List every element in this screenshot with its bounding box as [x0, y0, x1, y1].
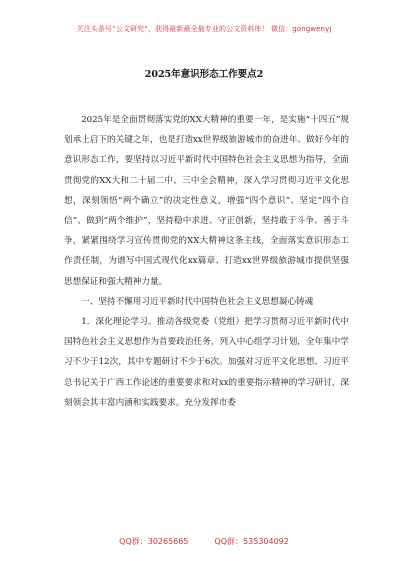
document-title: 2025年意识形态工作要点2 — [144, 69, 264, 80]
section-heading-1: 一、坚持不懈用习近平新时代中国特色社会主义思想凝心铸魂 — [81, 296, 314, 307]
footer-qq-group-1: QQ群：30265665 — [119, 537, 189, 546]
footer-qq-groups — [0, 536, 408, 547]
document-body — [64, 110, 349, 413]
header-banner: 关注头条号“公文研究”，获得最新最全最专业的公文资料库！ 微信：gongwenyj — [76, 25, 332, 33]
paragraph-item-1: 1．深化理论学习。推动各级党委（党组）把学习贯彻习近平新时代中国特色社会主义思想作为首要政治任务，列入中心组学习计划，全年集中学习不少于12次，其中专题研讨不少于6次。加强对习近平文化思想、习近平总书记关于广西工作论述的重要要求和对xx的重要指示精神的学习研讨，深刻领会其丰富内涵和实践要求。充分发挥市委 — [64, 317, 349, 408]
paragraph-intro: 2025年是全面贯彻落实党的XX大精神的重要一年，是实施“十四五”规划承上启下的关键之年，也是打造xx世界级旅游城市的奋进年。做好今年的意识形态工作，要坚持以习近平新时代中国特色社会主义思想为指导，全面贯彻党的XX大和二十届二中、三中全会精神，深入学习贯彻习近平文化思想，深刻领悟“两个确立”的决定性意义，增强“四个意识”、坚定“四个自信”、做到“两个维护”，坚持稳中求进、守正创新，坚持敢于斗争、善于斗争，紧紧围绕学习宣传贯彻党的XX大精神这条主线，全面落实意识形态工作责任制，为谱写中国式现代化xx篇章、打造xx世界级旅游城市提供坚强思想保证和强大精神力量。 — [64, 115, 349, 287]
footer-qq-group-2: QQ群：535304092 — [214, 537, 289, 546]
